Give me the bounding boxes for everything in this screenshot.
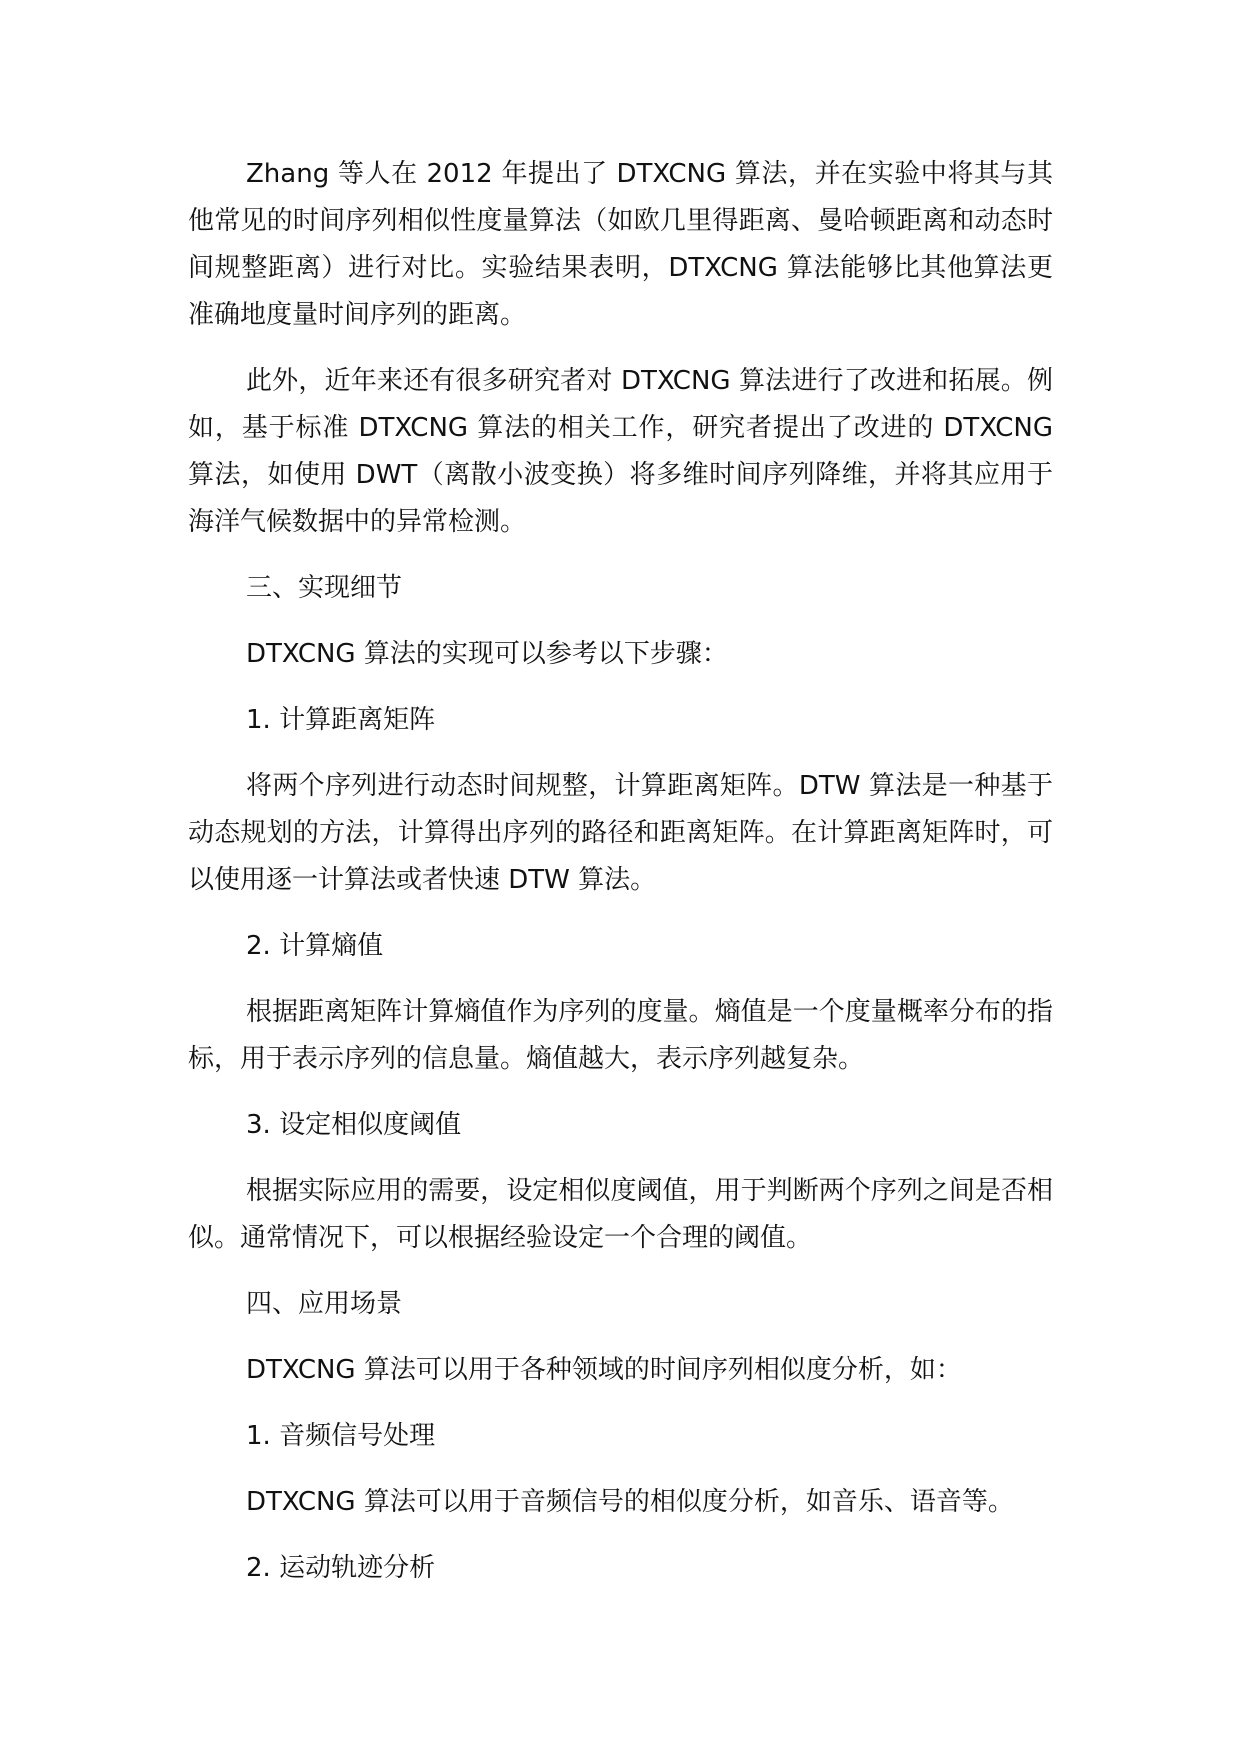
application-heading-motion: 2. 运动轨迹分析 [246,1553,436,1583]
step-heading-distance-matrix: 1. 计算距离矩阵 [246,705,436,735]
paragraph-audio: DTXCNG 算法可以用于音频信号的相似度分析，如音乐、语音等。 [246,1487,1014,1517]
paragraph-distance-matrix: 将两个序列进行动态时间规整，计算距离矩阵。DTW 算法是一种基于动态规划的方法，计算得出序列的路径和距离矩阵。在计算距离矩阵时，可以使用逐一计算法或者快速 DTW 算法。 [188,771,1053,895]
step-heading-entropy: 2. 计算熵值 [246,931,384,961]
paragraph-threshold: 根据实际应用的需要，设定相似度阈值，用于判断两个序列之间是否相似。通常情况下，可以根据经验设定一个合理的阈值。 [188,1176,1053,1253]
application-heading-audio: 1. 音频信号处理 [246,1421,436,1451]
section-heading-applications: 四、应用场景 [246,1289,403,1319]
paragraph-dtxcng-proposal: Zhang 等人在 2012 年提出了 DTXCNG 算法，并在实验中将其与其他常见的时间序列相似性度量算法（如欧几里得距离、曼哈顿距离和动态时间规整距离）进行对比。实验结果表明，DTXCNG 算法能够比其他算法更准确地度量时间序列的距离。 [188,159,1053,330]
paragraph-improvements: 此外，近年来还有很多研究者对 DTXCNG 算法进行了改进和拓展。例如，基于标准 DTXCNG 算法的相关工作，研究者提出了改进的 DTXCNG 算法，如使用 DWT（离散小波变换）将多维时间序列降维，并将其应用于海洋气候数据中的异常检测。 [188,366,1053,537]
paragraph-entropy: 根据距离矩阵计算熵值作为序列的度量。熵值是一个度量概率分布的指标，用于表示序列的信息量。熵值越大，表示序列越复杂。 [188,997,1053,1074]
step-heading-threshold: 3. 设定相似度阈值 [246,1110,462,1140]
section-heading-implementation: 三、实现细节 [246,573,403,603]
paragraph-steps-intro: DTXCNG 算法的实现可以参考以下步骤： [246,639,728,669]
paragraph-applications-intro: DTXCNG 算法可以用于各种领域的时间序列相似度分析，如： [246,1355,962,1385]
document-body [188,151,1053,1592]
